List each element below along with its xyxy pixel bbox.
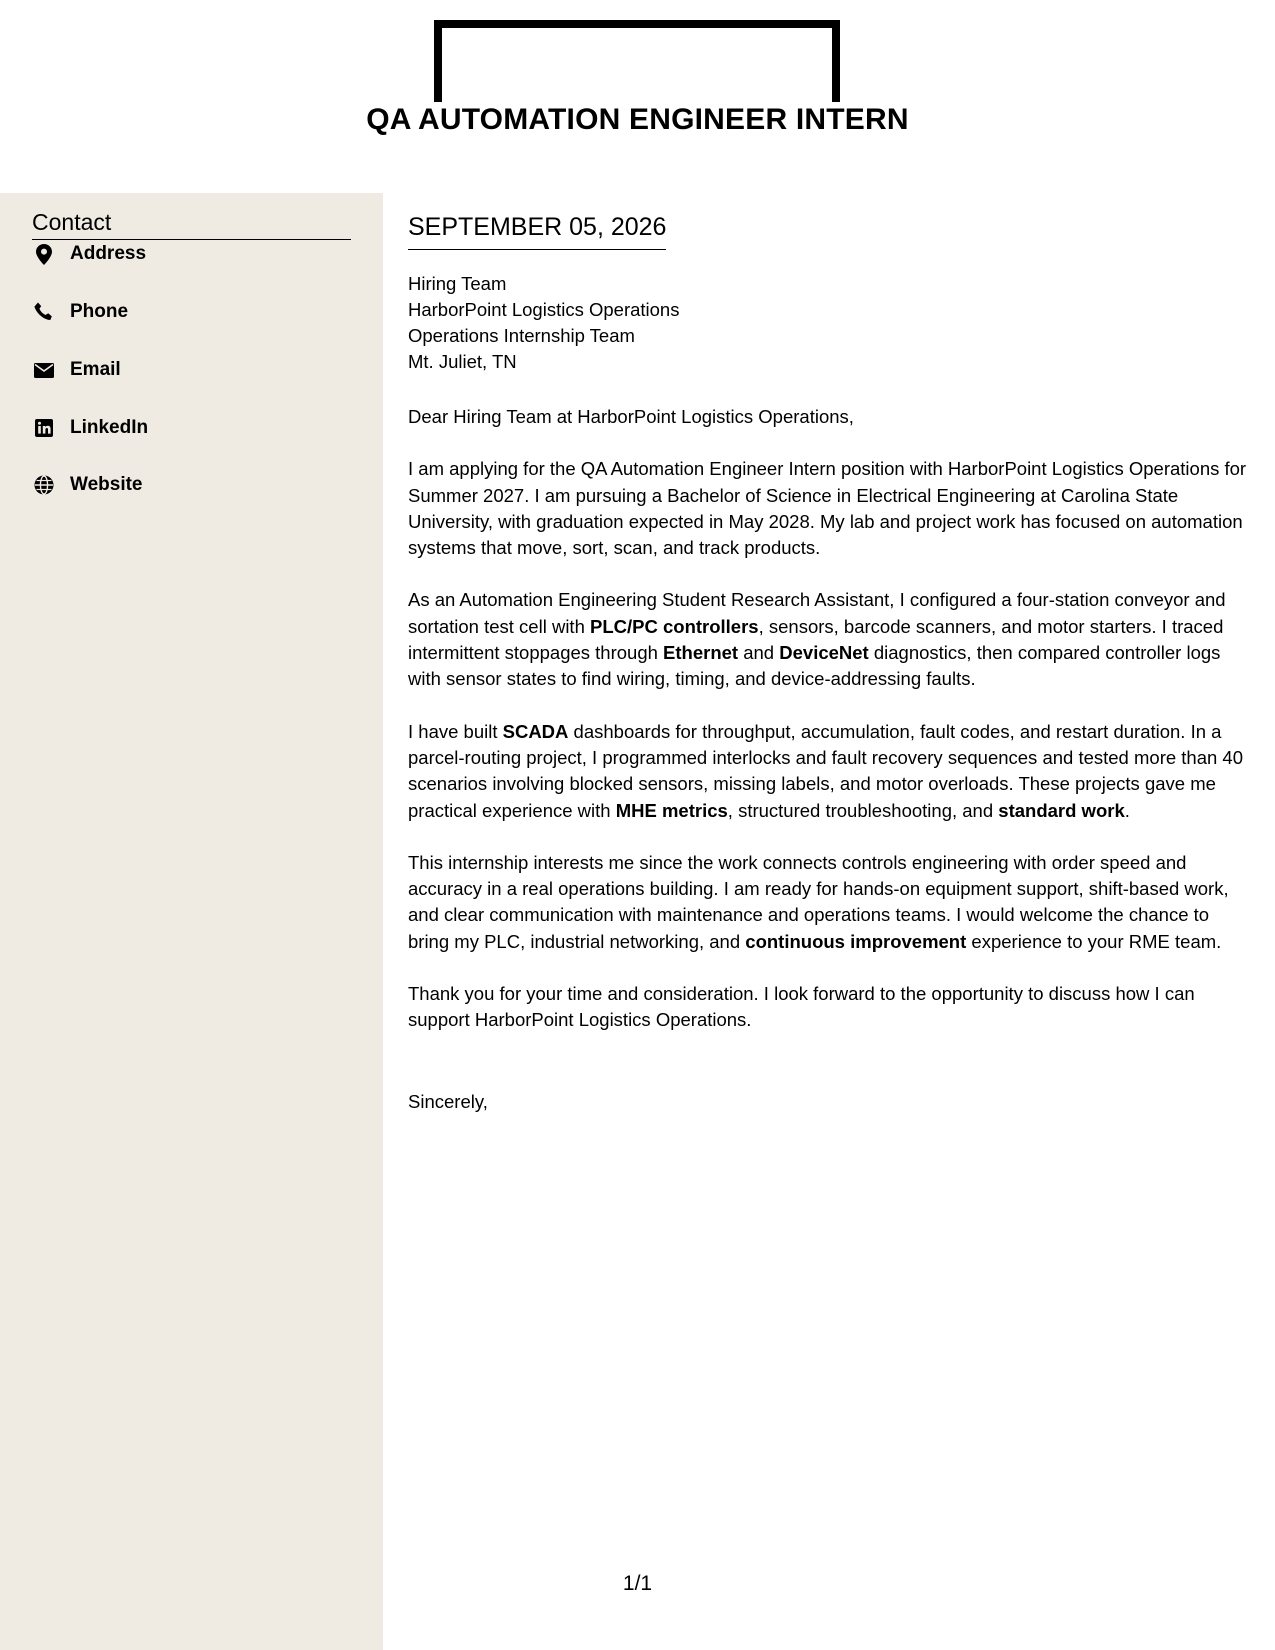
letter-text [408,404,1248,1060]
paragraph-motivation: This internship interests me since the work connects controls engineering with order speed and accuracy in a real operations building. I am ready for hands-on equipment support, shift-based work, and clear communication with maintenance and operations teams. I would welcome the chance to bring my PLC, industrial networking, and continuous improvement experience to your RME team. [408,851,1229,952]
letter-date: SEPTEMBER 05, 2026 [408,211,666,250]
recipient-block [408,271,679,375]
paragraph-experience: As an Automation Engineering Student Research Assistant, I configured a four-station conveyor and sortation test cell with PLC/PC controllers, sensors, barcode scanners, and motor starters. I traced intermittent stoppages through Ethernet and DeviceNet diagnostics, then compared controller logs with sensor states to find wiring, timing, and device-addressing faults. [408,589,1226,690]
keyword: Ethernet [663,642,739,664]
contact-item-label: Phone [70,301,129,322]
header [0,0,1275,193]
contact-heading: Contact [32,207,351,240]
contact-sidebar [0,193,383,1650]
contact-item-website[interactable] [32,472,143,498]
salutation: Dear Hiring Team at HarborPoint Logistics Operations, [408,406,854,427]
globe-icon [32,473,56,497]
map-pin-icon [32,242,56,266]
recipient-line: Operations Internship Team [408,325,635,346]
page-title [0,98,1275,142]
linkedin-icon [32,416,56,440]
keyword: MHE metrics [615,799,728,821]
contact-item-linkedin[interactable] [32,415,148,441]
contact-item-address[interactable] [32,241,146,267]
recipient-line: Hiring Team [408,273,507,294]
keyword: continuous improvement [745,930,967,952]
envelope-icon [32,358,56,382]
recipient-line: HarborPoint Logistics Operations [408,299,680,320]
keyword: DeviceNet [779,642,869,664]
phone-icon [32,300,56,324]
contact-item-label: Email [70,359,121,380]
paragraph-projects: I have built SCADA dashboards for throughput, accumulation, fault codes, and restart duration. In a parcel-routing project, I programmed interlocks and fault recovery sequences and tested more than 40 scenarios involving blocked sensors, missing labels, and motor overloads. These projects gave me practical experience with MHE metrics, structured troubleshooting, and standard work. [408,720,1244,821]
paragraph-intro: I am applying for the QA Automation Engineer Intern position with HarborPoint Logistics Operations for Summer 2027. I am pursuing a Bachelor of Science in Electrical Engineering at Carolina State University, with graduation expected in May 2028. My lab and project work has focused on automation systems that move, sort, scan, and track products. [408,458,1247,559]
recipient-line: Mt. Juliet, TN [408,351,517,372]
closing: Sincerely, [408,1091,488,1112]
contact-item-label: Address [70,243,147,264]
page-number: 1/1 [622,1572,653,1595]
contact-item-email[interactable] [32,357,121,383]
contact-item-label: Website [70,474,143,495]
contact-item-phone[interactable] [32,299,128,325]
keyword: standard work [998,799,1125,821]
decorative-bracket [434,20,840,102]
keyword: PLC/PC controllers [590,615,759,637]
paragraph-thanks: Thank you for your time and consideration. I look forward to the opportunity to discuss how I can support HarborPoint Logistics Operations. [408,983,1195,1031]
contact-item-label: LinkedIn [70,417,149,438]
keyword: SCADA [502,720,569,742]
page-title-text: QA AUTOMATION ENGINEER INTERN [360,103,914,136]
